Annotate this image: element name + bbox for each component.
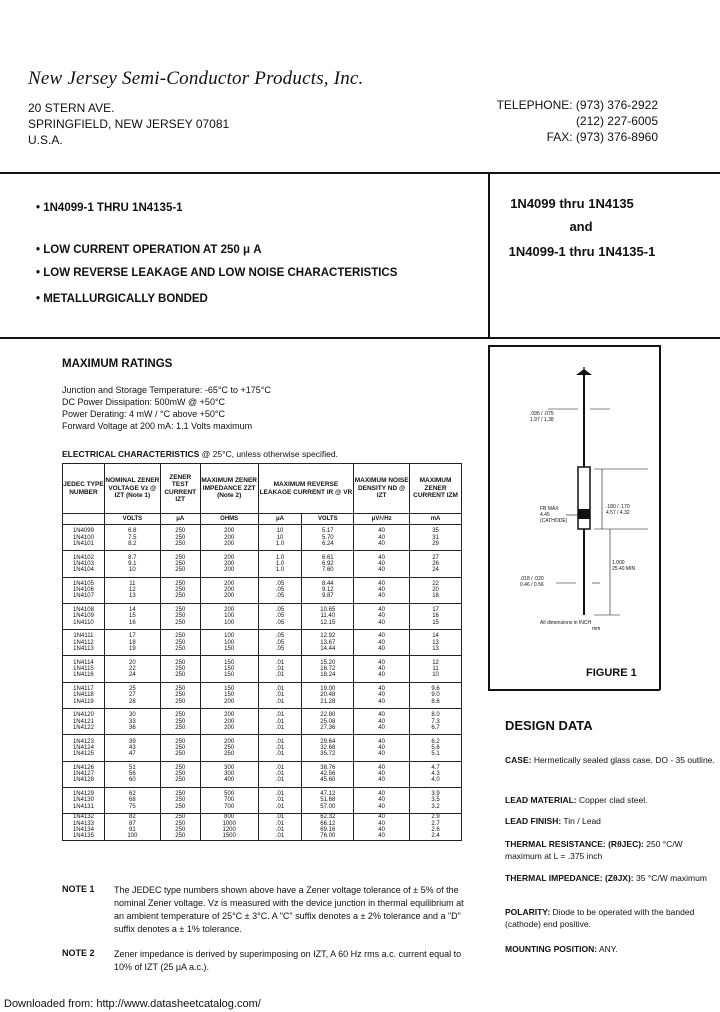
cell-nd: 40 40 40 [354,525,410,551]
cell-izt: 250 250 250 [160,551,200,577]
cell-ir: .01 .01 .01 [258,735,302,761]
cell-vr: 6.61 6.92 7.60 [302,551,354,577]
cell-zzt: 200 200 200 [200,551,258,577]
cell-ir: .01 .01 .01 .01 [258,814,302,840]
table-row [63,814,462,840]
cell-izt: 250 250 250 [160,787,200,813]
cell-zzt: 150 150 150 [200,656,258,682]
unit-cell: OHMS [200,514,258,525]
header-divider [0,172,720,174]
figure-caption: FIGURE 1 [586,667,637,679]
cell-vr: 22.80 25.08 27.36 [302,709,354,735]
design-lead-material [505,794,715,806]
col-nd: MAXIMUM NOISE DENSITY ND @ IZT [354,464,410,514]
design-thermal-resistance [505,838,715,862]
cell-vr: 8.44 9.12 9.87 [302,577,354,603]
cell-vz: 11 12 13 [104,577,160,603]
cell-nd: 40 40 40 [354,551,410,577]
figure-box-bottom [488,689,660,691]
dd-label: CASE: [505,755,532,765]
cell-izt: 250 250 250 [160,577,200,603]
address-line: SPRINGFIELD, NEW JERSEY 07081 [28,117,230,131]
dim-text: .095 / .075 [530,411,554,417]
cell-nd: 40 40 40 [354,630,410,656]
dd-text: Hermetically sealed glass case. DO - 35 outline. [531,755,715,765]
cell-izt: 250 250 250 [160,603,200,629]
design-data-title: DESIGN DATA [505,718,593,733]
cell-ir: 1.0 1.0 1.0 [258,551,302,577]
jan-range: • 1N4099-1 THRU 1N4135-1 [36,202,183,214]
table-row [63,709,462,735]
cell-izm: 2.9 2.7 2.6 2.4 [410,814,462,840]
feature-metallurgical: • METALLURGICALLY BONDED [36,293,208,305]
col-izm: MAXIMUM ZENER CURRENT IZM [410,464,462,514]
cell-ir: .01 .01 .01 [258,709,302,735]
cell-vr: 12.92 13.67 14.44 [302,630,354,656]
dim-units [540,620,600,632]
cell-types: 1N4123 1N4124 1N4125 [63,735,105,761]
table-row [63,761,462,787]
cell-vz: 30 33 36 [104,709,160,735]
design-mounting [505,943,715,955]
dim-text: (CATHODE) [540,518,568,524]
dim-text: .018 / .020 [520,576,544,582]
cell-vr: 19.00 20.48 21.28 [302,682,354,708]
features-divider [0,337,720,339]
dd-label: THERMAL RESISTANCE: (RθJEC): [505,839,644,849]
col-vz: NOMINAL ZENER VOLTAGE Vz @ IZT (Note 1) [104,464,160,514]
rating-line: Power Derating: 4 mW / °C above +50°C [62,409,226,419]
cell-vz: 17 18 19 [104,630,160,656]
table-row [63,735,462,761]
glass-body [578,467,590,529]
table-row [63,525,462,551]
unit-cell: μA [258,514,302,525]
rating-line: Forward Voltage at 200 mA: 1.1 Volts maximum [62,421,253,431]
cell-vz: 39 43 47 [104,735,160,761]
cell-vr: 10.65 11.40 12.15 [302,603,354,629]
max-ratings-list [62,384,271,432]
dd-text: Diode to be operated with the banded (cathode) end positive. [505,907,695,929]
cell-nd: 40 40 40 [354,603,410,629]
dim-text: 25.40 MIN [612,566,636,572]
address-line: 20 STERN AVE. [28,101,115,115]
cell-izt: 250 250 250 [160,525,200,551]
cell-vz: 25 27 28 [104,682,160,708]
cell-ir: .01 .01 .01 [258,682,302,708]
company-contact [497,97,658,145]
table-row [63,551,462,577]
cell-izm: 14 13 13 [410,630,462,656]
cell-ir: .01 .01 .01 [258,656,302,682]
note-2-label: NOTE 2 [62,948,95,958]
cell-nd: 40 40 40 40 [354,814,410,840]
dd-label: LEAD FINISH: [505,816,562,826]
feature-low-current: • LOW CURRENT OPERATION AT 250 μ A [36,244,262,256]
dd-label: THERMAL IMPEDANCE: (ZθJX): [505,873,634,883]
cell-nd: 40 40 40 [354,735,410,761]
company-logo: New Jersey Semi-Conductor Products, Inc. [28,68,364,89]
cathode-band [578,509,590,519]
electrical-table-body [63,525,462,841]
unit-cell: VOLTS [302,514,354,525]
lead-tip-marker [576,369,592,375]
cell-vr: 15.20 16.72 18.24 [302,656,354,682]
cell-types: 1N4132 1N4133 1N4134 1N4135 [63,814,105,840]
col-zzt: MAXIMUM ZENER IMPEDANCE ZZT (Note 2) [200,464,258,514]
cell-izm: 22 20 18 [410,577,462,603]
cell-izt: 250 250 250 250 [160,814,200,840]
col-jedec: JEDEC TYPE NUMBER [63,464,105,514]
table-row [63,630,462,656]
cell-ir: .05 .05 .05 [258,603,302,629]
cell-izt: 250 250 250 [160,761,200,787]
cell-zzt: 200 200 200 [200,577,258,603]
cell-ir: 10 10 1.0 [258,525,302,551]
rating-line: Junction and Storage Temperature: -65°C to +175°C [62,385,271,395]
dd-label: MOUNTING POSITION: [505,944,598,954]
cell-nd: 40 40 40 [354,787,410,813]
cell-izm: 17 16 15 [410,603,462,629]
cell-types: 1N4108 1N4109 1N4110 [63,603,105,629]
dim-body-dia [530,411,554,423]
dd-text: 35 °C/W maximum [633,873,707,883]
table-row [63,787,462,813]
electrical-title-rest: @ 25°C, unless otherwise specified. [199,449,338,459]
cell-izm: 9.6 9.0 8.6 [410,682,462,708]
cell-izm: 12 11 10 [410,656,462,682]
dd-text: ANY. [597,944,618,954]
cell-nd: 40 40 40 [354,656,410,682]
dim-lead-dia [520,576,544,588]
company-address [28,100,229,148]
cell-vr: 29.64 32.68 35.72 [302,735,354,761]
cell-vz: 62 68 75 [104,787,160,813]
dd-text: Copper clad steel. [576,795,648,805]
dim-text: 1.97 / 1.38 [530,417,554,423]
telephone-2: (212) 227-6005 [575,114,658,128]
cell-izm: 4.7 4.3 4.0 [410,761,462,787]
dim-text: FB MAX [540,506,559,512]
cell-izm: 8.0 7.3 6.7 [410,709,462,735]
cell-ir: .05 .05 .05 [258,630,302,656]
cell-nd: 40 40 40 [354,709,410,735]
address-line: U.S.A. [28,133,63,147]
part-range-1: 1N4099 thru 1N4135 [510,196,634,211]
unit-cell: μA [160,514,200,525]
cell-zzt: 200 200 200 [200,709,258,735]
cell-types: 1N4114 1N4115 1N4116 [63,656,105,682]
unit-cell: μV/√Hz [354,514,410,525]
part-range-and: and [569,219,593,234]
unit-cell: VOLTS [104,514,160,525]
cell-vr: 62.32 66.12 69.16 76.00 [302,814,354,840]
cell-vz: 8.7 9.1 10 [104,551,160,577]
dim-text: mm [592,626,601,632]
cell-ir: .05 .05 .05 [258,577,302,603]
figure-box-right [659,345,661,690]
dd-text: Tin / Lead [561,816,601,826]
feature-low-leakage: • LOW REVERSE LEAKAGE AND LOW NOISE CHARACTERISTICS [36,267,398,279]
cell-izt: 250 250 250 [160,682,200,708]
note-2-text: Zener impedance is derived by superimposing on IZT, A 60 Hz rms a.c. current equal to 10% of IZT (25 μA a.c.). [114,949,462,972]
table-row [63,577,462,603]
cell-izt: 250 250 250 [160,735,200,761]
unit-cell [63,514,105,525]
dim-lead-length [612,560,635,572]
cell-nd: 40 40 40 [354,682,410,708]
rating-line: DC Power Dissipation: 500mW @ +50°C [62,397,226,407]
cell-zzt: 800 1000 1200 1500 [200,814,258,840]
cell-izt: 250 250 250 [160,709,200,735]
table-header-row [63,464,462,514]
diode-outline-figure [490,347,658,647]
design-thermal-impedance [505,872,715,884]
note-1-label: NOTE 1 [62,884,95,894]
cell-vr: 5.17 5.70 6.24 [302,525,354,551]
col-izt: ZENER TEST CURRENT IZT [160,464,200,514]
cell-vz: 14 15 16 [104,603,160,629]
cell-zzt: 100 100 150 [200,630,258,656]
dd-text: 250 °C/W maximum at L = .375 inch [505,839,683,861]
electrical-title-bold: ELECTRICAL CHARACTERISTICS [62,449,200,459]
table-units-row [63,514,462,525]
cell-ir: .01 .01 .01 [258,761,302,787]
cell-vr: 38.76 42.56 45.60 [302,761,354,787]
cell-nd: 40 40 40 [354,761,410,787]
dd-label: POLARITY: [505,907,551,917]
electrical-table [62,463,462,841]
dim-text: 4.45 [540,512,550,518]
unit-cell: mA [410,514,462,525]
cell-zzt: 150 150 200 [200,682,258,708]
table-row [63,682,462,708]
col-ir: MAXIMUM REVERSE LEAKAGE CURRENT IR @ VR [258,464,354,514]
cell-types: 1N4099 1N4100 1N4101 [63,525,105,551]
cell-izm: 35 31 29 [410,525,462,551]
dim-text: 4.57 / 4.32 [606,510,630,516]
dim-band [540,506,567,524]
table-row [63,656,462,682]
cell-types: 1N4102 1N4103 1N4104 [63,551,105,577]
cell-ir: .01 .01 .01 [258,787,302,813]
cell-izm: 6.2 5.6 5.1 [410,735,462,761]
cell-zzt: 200 250 250 [200,735,258,761]
cell-types: 1N4105 1N4106 1N4107 [63,577,105,603]
cell-types: 1N4111 1N4112 1N4113 [63,630,105,656]
cell-vz: 6.8 7.5 8.2 [104,525,160,551]
dd-label: LEAD MATERIAL: [505,795,577,805]
cell-izt: 250 250 250 [160,656,200,682]
cell-types: 1N4117 1N4118 1N4119 [63,682,105,708]
cell-vz: 82 87 91 100 [104,814,160,840]
design-lead-finish [505,815,715,827]
dim-text: 1.000 [612,560,625,566]
note-1-text: The JEDEC type numbers shown above have a Zener voltage tolerance of ± 5% of the nominal Zener voltage. Vz is measured with the device junction in thermal equilibrium at an ambient temperature of 25°C ± 3°C. A "C" suffix denotes a ± 2% tolerance and a "D" suffix denotes a ± 1% tolerance. [114,885,464,934]
cell-zzt: 200 100 100 [200,603,258,629]
cell-vr: 47.12 51.68 57.00 [302,787,354,813]
part-range-2: 1N4099-1 thru 1N4135-1 [508,244,656,259]
electrical-title [62,449,338,459]
footer-source[interactable]: Downloaded from: http://www.datasheetcatalog.com/ [4,998,261,1010]
cell-vz: 20 22 24 [104,656,160,682]
cell-zzt: 500 700 700 [200,787,258,813]
dim-body-length [606,504,630,516]
dim-text: .180 / .170 [606,504,630,510]
cell-vz: 51 56 60 [104,761,160,787]
design-case [505,754,715,766]
cell-zzt: 300 300 400 [200,761,258,787]
dim-text: All dimensions in INCH [540,620,592,626]
cell-izt: 250 250 250 [160,630,200,656]
design-polarity [505,906,715,930]
dim-text: 0.46 / 0.56 [520,582,544,588]
cell-types: 1N4129 1N4130 1N4131 [63,787,105,813]
fax: FAX: (973) 376-8960 [546,130,658,144]
cell-zzt: 200 200 200 [200,525,258,551]
table-row [63,603,462,629]
cell-types: 1N4126 1N4127 1N4128 [63,761,105,787]
cell-izm: 27 26 24 [410,551,462,577]
cell-izm: 3.9 3.5 3.2 [410,787,462,813]
cell-types: 1N4120 1N4121 1N4122 [63,709,105,735]
cell-nd: 40 40 40 [354,577,410,603]
max-ratings-title: MAXIMUM RATINGS [62,358,173,370]
telephone: TELEPHONE: (973) 376-2922 [496,98,658,112]
